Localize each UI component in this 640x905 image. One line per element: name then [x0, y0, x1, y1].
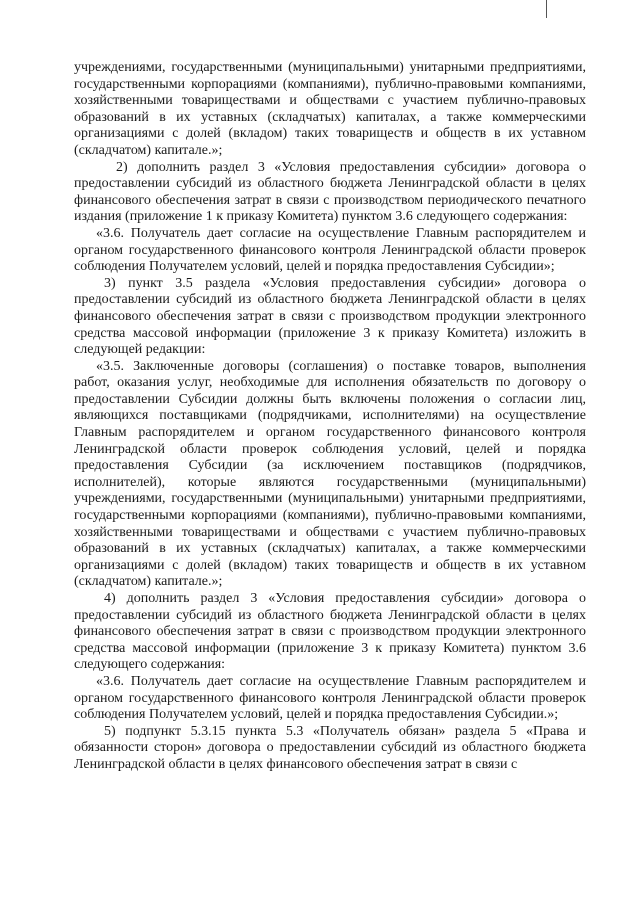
- paragraph-quote-3-6-second: «3.6. Получатель дает согласие на осуществление Главным распорядителем и органом государственного финансового контроля Ленинградской области проверок соблюдения Получателем условий, целей и порядка предоставления Субсидии.»;: [74, 673, 586, 723]
- document-page: [74, 60, 586, 774]
- paragraph-quote-3-6: «3.6. Получатель дает согласие на осуществление Главным распорядителем и органом государственного финансового контроля Ленинградской области проверок соблюдения Получателем условий, целей и порядка предоставления Субсидии»;: [74, 225, 586, 275]
- paragraph-item-3: 3) пункт 3.5 раздела «Условия предоставления субсидии» договора о предоставлении субсидий из областного бюджета Ленинградской области в целях финансового обеспечения затрат в связи с производством продукции электронного средства массовой информации (приложение 3 к приказу Комитета) изложить в следующей редакции:: [74, 275, 586, 358]
- paragraph-item-5: 5) подпункт 5.3.15 пункта 5.3 «Получатель обязан» раздела 5 «Права и обязанности сторон» договора о предоставлении субсидий из областного бюджета Ленинградской области в целях финансового обеспечения затрат в связи с: [74, 723, 586, 772]
- scan-mark: [546, 0, 547, 18]
- paragraph-quote-3-5: «3.5. Заключенные договоры (соглашения) о поставке товаров, выполнения работ, оказания услуг, необходимые для исполнения обязательств по договору о предоставлении Субсидии должны быть включены положения о согласии лиц, являющихся поставщиками (подрядчиками, исполнителями) на осуществление Главным распорядителем и органом государственного финансового контроля Ленинградской области проверок соблюдения условий, целей и порядка предоставления Субсидии (за исключением поставщиков (подрядчиков, исполнителей), которые являются государственными (муниципальными) учреждениями, государственными (муниципальными) унитарными предприятиями, государственными корпорациями (компаниями), публично-правовыми компаниями, хозяйственными товариществами и обществами с участием публично-правовых образований в их уставных (складчатых) капиталах, а также коммерческими организациями с долей (вкладом) таких товариществ и обществ в их уставном (складчатом) капитале.»;: [74, 358, 586, 590]
- paragraph-item-4: 4) дополнить раздел 3 «Условия предоставления субсидии» договора о предоставлении субсидий из областного бюджета Ленинградской области в целях финансового обеспечения затрат в связи с производством продукции электронного средства массовой информации (приложение 3 к приказу Комитета) пунктом 3.6 следующего содержания:: [74, 591, 586, 673]
- paragraph-item-2: 2) дополнить раздел 3 «Условия предоставления субсидии» договора о предоставлении субсидий из областного бюджета Ленинградской области в целях финансового обеспечения затрат в связи с производством периодического печатного издания (приложение 1 к приказу Комитета) пунктом 3.6 следующего содержания:: [74, 159, 586, 225]
- paragraph-continuation: учреждениями, государственными (муниципальными) унитарными предприятиями, государственными корпорациями (компаниями), публично-правовыми компаниями, хозяйственными товариществами и обществами с участием публично-правовых образований в их уставных (складчатых) капиталах, а также коммерческими организациями с долей (вкладом) таких товариществ и обществ в их уставном (складчатом) капитале.»;: [74, 60, 586, 158]
